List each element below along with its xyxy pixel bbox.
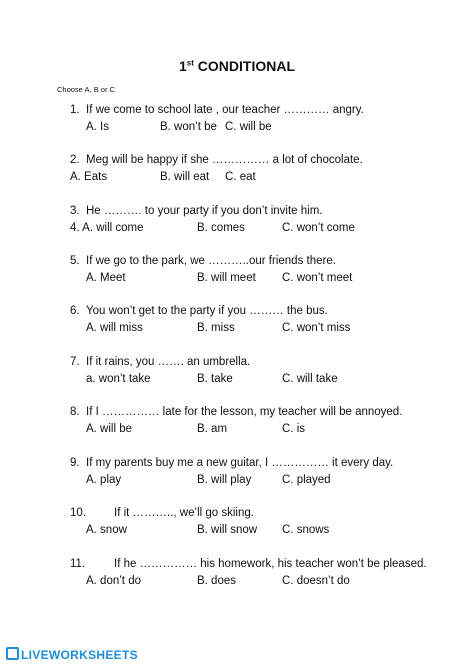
answer-option[interactable]: B. comes bbox=[197, 222, 245, 234]
answer-option[interactable]: B. take bbox=[197, 373, 233, 385]
question-number: 8. bbox=[70, 406, 80, 418]
answer-option[interactable]: A. will be bbox=[86, 423, 133, 435]
question-text: Meg will be happy if she …………… a lot of chocolate. bbox=[86, 154, 363, 166]
answer-option[interactable]: C. won’t meet bbox=[282, 272, 353, 284]
question-text: If we come to school late , our teacher ………… angry. bbox=[86, 104, 364, 116]
answer-option[interactable]: B. will eat bbox=[160, 171, 210, 183]
question-number: 10. bbox=[70, 507, 86, 519]
brand-logo: LIVEWORKSHEETS bbox=[6, 647, 138, 662]
liveworksheets-logo-icon bbox=[6, 647, 19, 660]
question-text: If it ……….., we’ll go skiing. bbox=[114, 507, 254, 519]
answer-option[interactable]: A. snow bbox=[86, 524, 127, 536]
answer-option[interactable]: C. won’t come bbox=[282, 222, 355, 234]
question-text: If he …………… his homework, his teacher won’t be pleased. bbox=[114, 558, 427, 570]
answer-option[interactable]: B. will meet bbox=[197, 272, 256, 284]
question-number: 6. bbox=[70, 305, 80, 317]
answer-option[interactable]: a. won’t take bbox=[86, 373, 151, 385]
answer-option[interactable]: A. Is bbox=[86, 121, 110, 133]
question-number: 5. bbox=[70, 255, 80, 267]
page-title: 1st CONDITIONAL bbox=[178, 58, 296, 74]
answer-option[interactable]: B. will snow bbox=[197, 524, 258, 536]
question-text: He ………. to your party if you don’t invite him. bbox=[86, 205, 323, 217]
question-text: You won’t get to the party if you ……… the bus. bbox=[86, 305, 328, 317]
answer-option[interactable]: C. is bbox=[282, 423, 305, 435]
answer-option[interactable]: A. don’t do bbox=[86, 575, 141, 587]
question-text: If we go to the park, we ………..our friends there. bbox=[86, 255, 336, 267]
question-text: If my parents buy me a new guitar, I …………… it every day. bbox=[86, 457, 394, 469]
answer-option[interactable]: C. won’t miss bbox=[282, 322, 351, 334]
question-number: 3. bbox=[70, 205, 80, 217]
instruction-text: Choose A, B or C bbox=[57, 85, 115, 94]
question-number: 1. bbox=[70, 104, 80, 116]
answer-option[interactable]: C. will take bbox=[282, 373, 338, 385]
answer-option[interactable]: A. Eats bbox=[70, 171, 108, 183]
answer-option[interactable]: A. play bbox=[86, 474, 122, 486]
answer-option[interactable]: C. snows bbox=[282, 524, 330, 536]
answer-option[interactable]: A. will miss bbox=[86, 322, 143, 334]
footer bbox=[0, 642, 474, 670]
question-number: 9. bbox=[70, 457, 80, 469]
answer-option[interactable]: C. will be bbox=[225, 121, 272, 133]
question-number: 2. bbox=[70, 154, 80, 166]
answer-option[interactable]: B. am bbox=[197, 423, 228, 435]
question-text: If I …………… late for the lesson, my teacher will be annoyed. bbox=[86, 406, 403, 418]
answer-option[interactable]: B. will play bbox=[197, 474, 252, 486]
question-number: 7. bbox=[70, 356, 80, 368]
answer-option[interactable]: A. Meet bbox=[86, 272, 126, 284]
answer-option[interactable]: B. won’t be bbox=[160, 121, 217, 133]
answer-option[interactable]: C. doesn’t do bbox=[282, 575, 350, 587]
answer-option[interactable]: B. does bbox=[197, 575, 236, 587]
answer-option[interactable]: 4. A. will come bbox=[70, 222, 144, 234]
question-number: 11. bbox=[70, 558, 86, 570]
answer-option[interactable]: C. played bbox=[282, 474, 331, 486]
question-text: If it rains, you ……. an umbrella. bbox=[86, 356, 251, 368]
answer-option[interactable]: B. miss bbox=[197, 322, 235, 334]
answer-option[interactable]: C. eat bbox=[225, 171, 256, 183]
